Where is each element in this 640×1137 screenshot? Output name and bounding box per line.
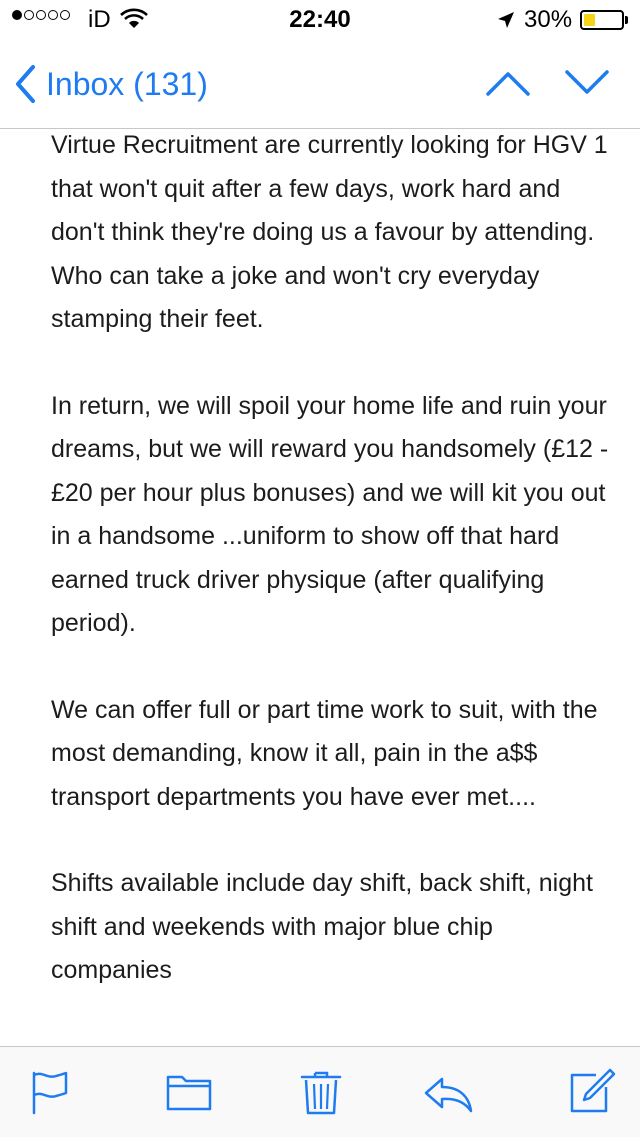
battery-icon bbox=[580, 10, 624, 30]
chevron-down-icon bbox=[563, 62, 611, 102]
move-to-folder-button[interactable] bbox=[164, 1067, 214, 1117]
carrier-name: iD bbox=[88, 6, 111, 33]
chevron-up-icon bbox=[484, 62, 532, 102]
location-arrow-icon bbox=[496, 9, 516, 37]
reply-button[interactable] bbox=[424, 1067, 474, 1117]
back-to-inbox-button[interactable] bbox=[14, 60, 208, 108]
flag-icon bbox=[26, 1067, 76, 1117]
trash-icon bbox=[296, 1067, 346, 1117]
navigation-bar bbox=[0, 40, 640, 129]
message-paragraph: Virtue Recruitment are currently looking for HGV 1 that won't quit after a few days, work hard and don't think they're doing us a favour by attending. Who can take a joke and won't cry everyday stamping their feet. bbox=[51, 131, 608, 333]
compose-button[interactable] bbox=[566, 1067, 616, 1117]
status-bar bbox=[0, 0, 640, 40]
trash-button[interactable] bbox=[296, 1067, 346, 1117]
chevron-left-icon bbox=[14, 64, 36, 104]
bottom-toolbar bbox=[0, 1046, 640, 1137]
message-paragraph: In return, we will spoil your home life and ruin your dreams, but we will reward you handsomely (£12 - £20 per hour plus bonuses) and we will kit you out in a handsome ...uniform to show off that hard earned truck driver physique (after qualifying period). bbox=[51, 391, 609, 637]
folder-icon bbox=[164, 1067, 214, 1117]
message-body[interactable] bbox=[0, 129, 640, 1046]
message-paragraph: Shifts available include day shift, back shift, night shift and weekends with major blue chip companies bbox=[51, 869, 593, 984]
compose-icon bbox=[566, 1067, 616, 1117]
clock: 22:40 bbox=[289, 6, 351, 33]
flag-button[interactable] bbox=[26, 1067, 76, 1117]
battery-level bbox=[584, 14, 595, 26]
reply-icon bbox=[424, 1067, 474, 1117]
battery-percent: 30% bbox=[524, 6, 573, 33]
message-paragraph: We can offer full or part time work to suit, with the most demanding, know it all, pain in the a$$ transport departments you have ever met.... bbox=[51, 695, 598, 811]
back-label: Inbox (131) bbox=[46, 65, 208, 102]
next-message-button[interactable] bbox=[563, 62, 611, 102]
battery-tip bbox=[625, 16, 628, 24]
previous-message-button[interactable] bbox=[484, 62, 532, 102]
